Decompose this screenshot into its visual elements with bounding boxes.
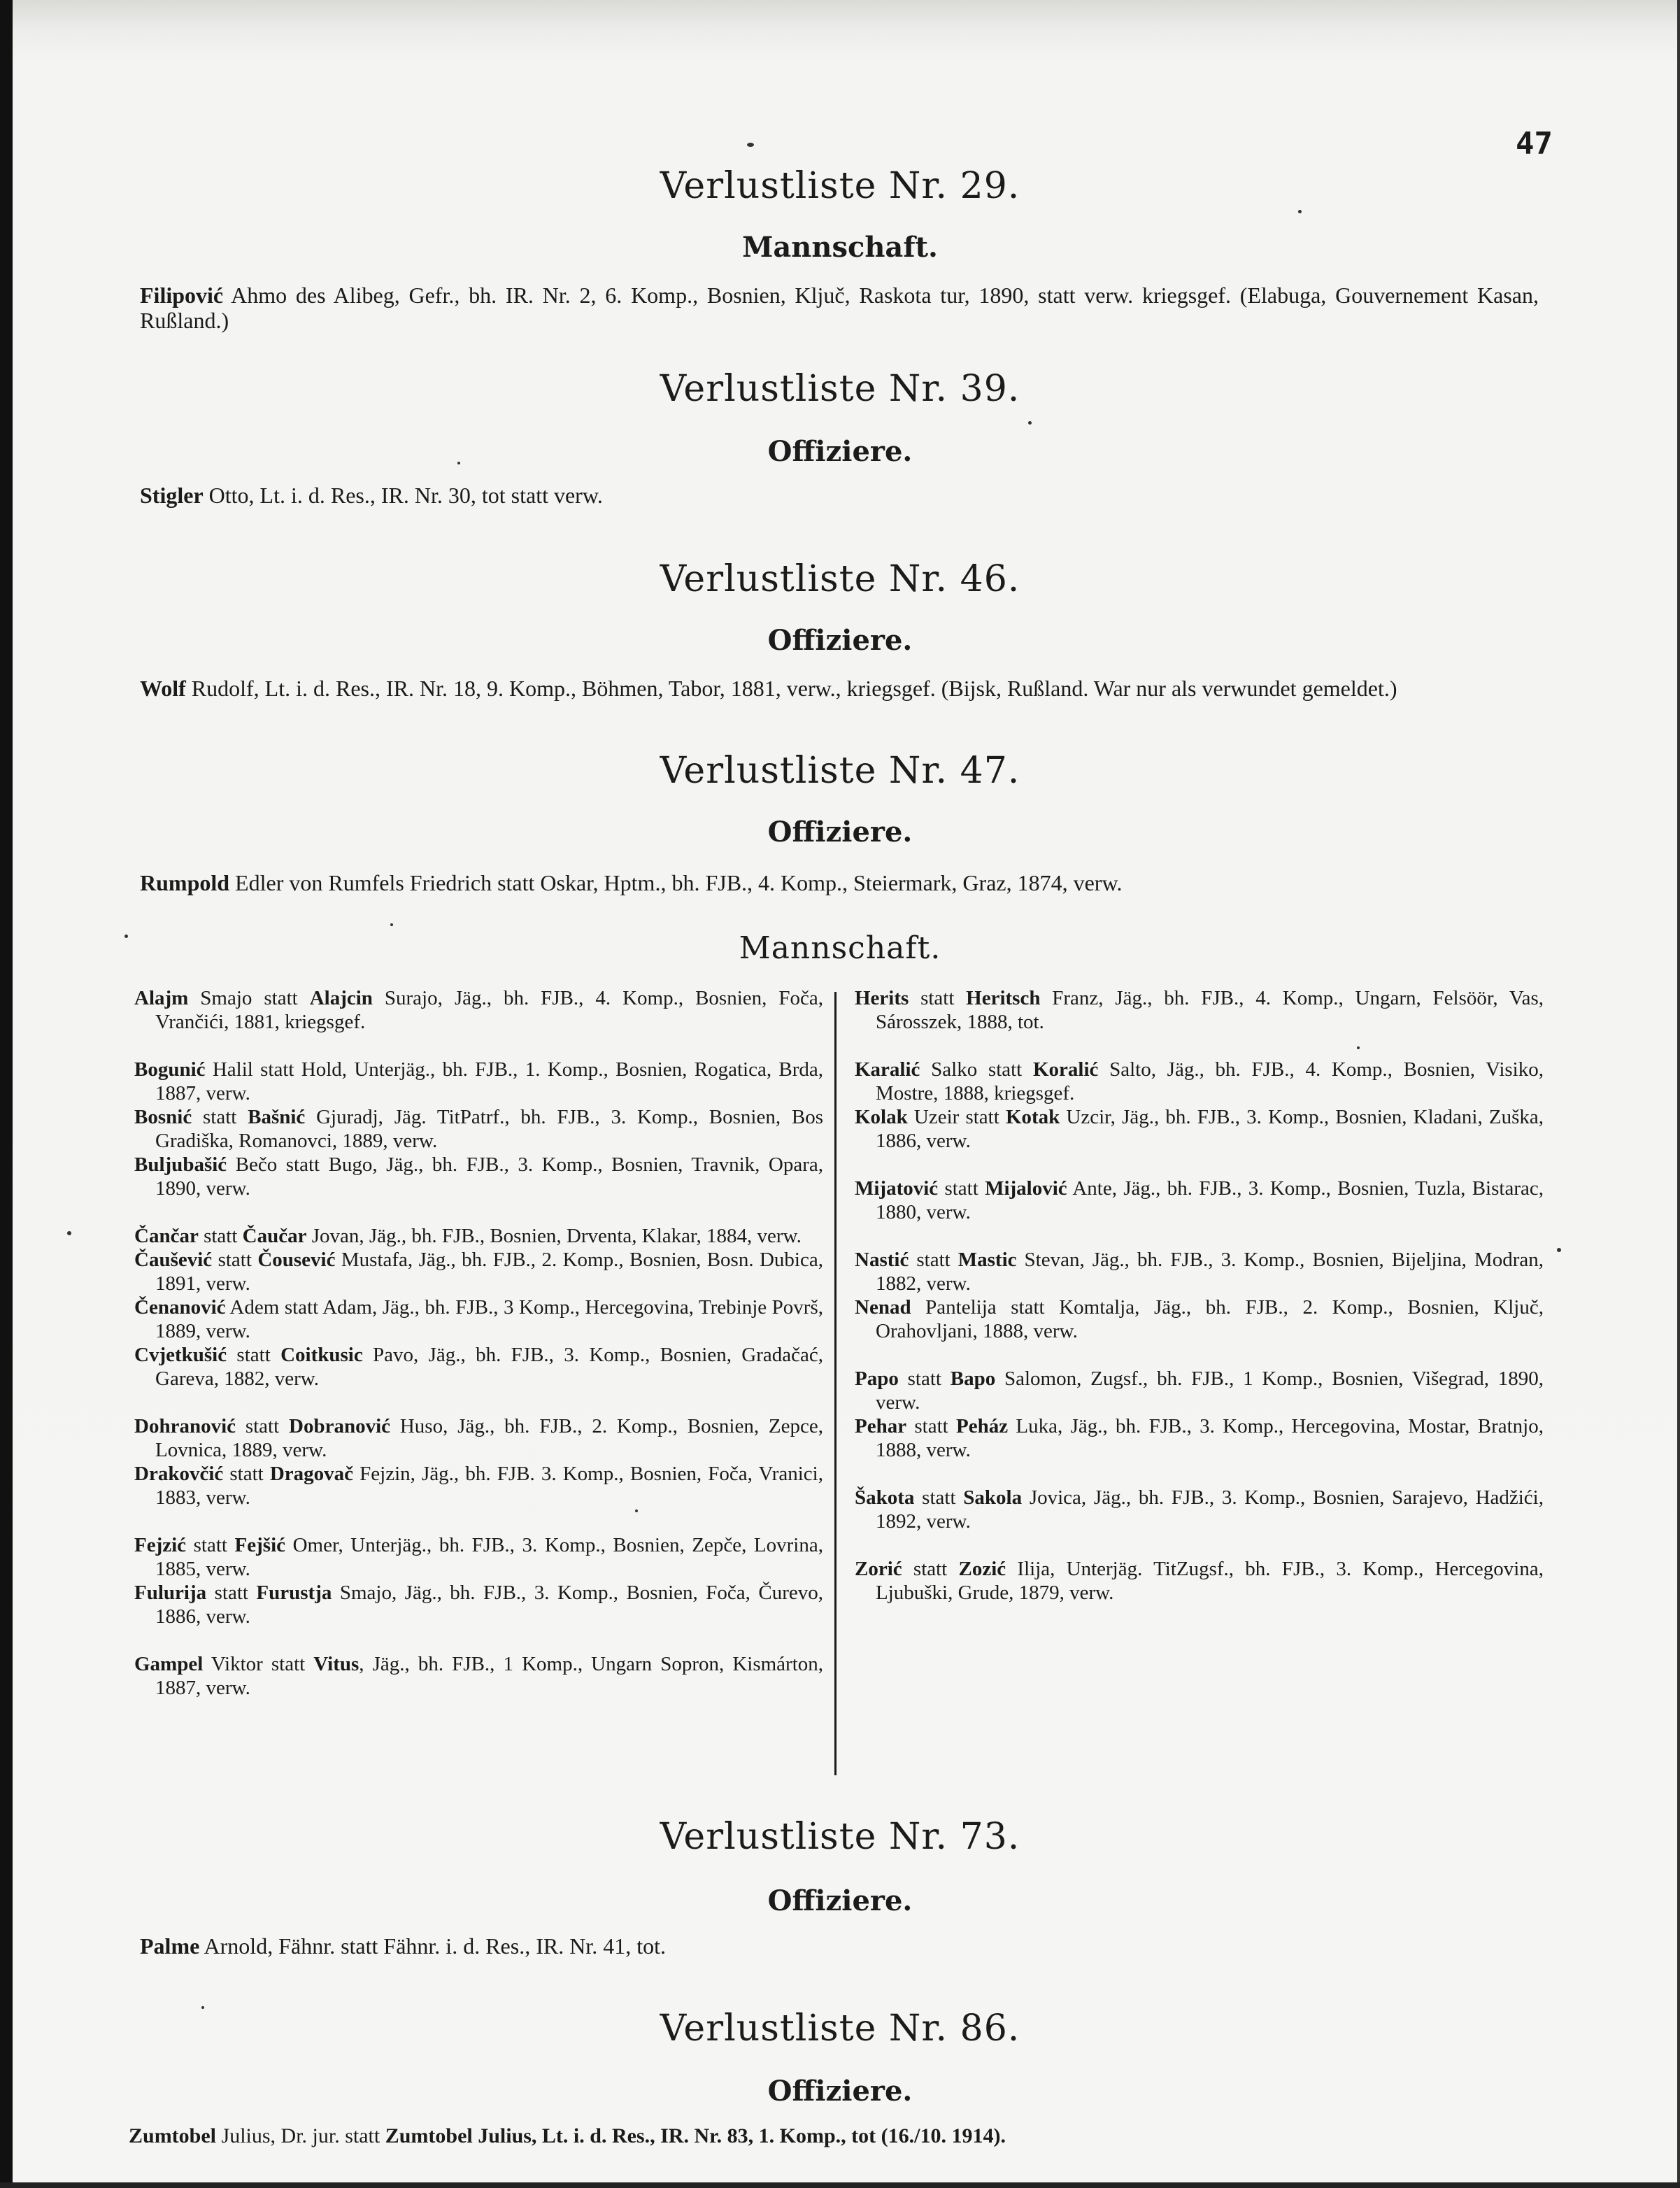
entry-text-rest: Surajo, Jäg., bh. FJB., 4. Komp., Bosnien, Foča, Vrančići, 1881, kriegsgef. (155, 987, 823, 1033)
list-item (134, 1581, 823, 1628)
entry-name: Fejzić (134, 1534, 187, 1556)
list-item (855, 1414, 1544, 1462)
right-column (855, 986, 1544, 1605)
entry-name: Čenanović (134, 1296, 226, 1319)
entry-name: Pehar (855, 1415, 907, 1437)
entry-name-corrected: Zozić (958, 1558, 1006, 1580)
entry-name-corrected: Dragovač (269, 1463, 354, 1485)
list-item (855, 1058, 1544, 1105)
entry-rumpold (140, 870, 1539, 895)
entry-text-rest: Jovan, Jäg., bh. FJB., Bosnien, Drventa, Klakar, 1884, verw. (306, 1225, 802, 1247)
entry-text: Arnold, Fähnr. statt Fähnr. i. d. Res., IR. Nr. 41, tot. (199, 1933, 666, 1959)
entry-text: Smajo statt (188, 987, 310, 1009)
list-item (134, 1343, 823, 1391)
entry-text: Edler von Rumfels Friedrich statt Oskar, Hptm., bh. FJB., 4. Komp., Steiermark, Graz, 1874, verw. (229, 870, 1123, 895)
entry-name: Gampel (134, 1653, 204, 1675)
entry-name: Wolf (140, 676, 186, 701)
entry-name: Drakovčić (134, 1463, 224, 1485)
list-item (134, 986, 823, 1034)
entry-text: statt (206, 1582, 257, 1604)
section-subtitle-86: Offiziere. (767, 2075, 913, 2108)
section-subtitle-46: Offiziere. (767, 624, 913, 657)
list-item (855, 986, 1544, 1034)
entry-name: Kolak (855, 1106, 908, 1128)
entry-name: Mijatović (855, 1177, 939, 1200)
entry-name-corrected: Mijalović (985, 1177, 1067, 1200)
entry-palme (140, 1933, 1539, 1959)
entry-text: statt (902, 1558, 959, 1580)
entry-name: Bosnić (134, 1106, 192, 1128)
entry-text: Adem statt Adam, Jäg., bh. FJB., 3 Komp., Hercegovina, Trebinje Površ, 1889, verw. (155, 1296, 823, 1342)
entry-text-rest: Salto, Jäg., bh. FJB., 4. Komp., Bosnien, Visiko, Mostre, 1888, kriegsgef. (876, 1058, 1544, 1104)
entry-name-corrected: Mastic (958, 1249, 1017, 1271)
entry-text-rest: Smajo, Jäg., bh. FJB., 3. Komp., Bosnien, Foča, Čurevo, 1886, verw. (155, 1582, 823, 1628)
entry-name: Buljubašić (134, 1153, 227, 1176)
entry-text-rest: Luka, Jäg., bh. FJB., 3. Komp., Hercegovina, Mostar, Bratnjo, 1888, verw. (876, 1415, 1544, 1461)
entry-name: Nastić (855, 1249, 909, 1271)
list-item (134, 1105, 823, 1153)
entry-text: Salko statt (920, 1058, 1033, 1081)
entry-text: Uzeir statt (907, 1106, 1006, 1128)
list-item (855, 1105, 1544, 1153)
entry-name-corrected: Alajcin (309, 987, 373, 1009)
list-item (134, 1462, 823, 1509)
section-subtitle-47: Offiziere. (767, 816, 913, 848)
section-subtitle-39: Offiziere. (767, 435, 913, 468)
entry-name: Stigler (140, 483, 204, 508)
column-divider (834, 992, 837, 1775)
list-item (855, 1295, 1544, 1343)
entry-text-rest: Uzcir, Jäg., bh. FJB., 3. Komp., Bosnien, Kladani, Zuška, 1886, verw. (876, 1106, 1544, 1152)
entry-name-corrected: Bašnić (248, 1106, 306, 1128)
entry-text-rest: Omer, Unterjäg., bh. FJB., 3. Komp., Bosnien, Zepče, Lovrina, 1885, verw. (155, 1534, 823, 1580)
entry-text: statt (898, 1368, 951, 1390)
entry-name: Bogunić (134, 1058, 206, 1081)
entry-text-rest: Huso, Jäg., bh. FJB., 2. Komp., Bosnien, Zepce, Lovnica, 1889, verw. (155, 1415, 823, 1461)
entry-text-rest: Pavo, Jäg., bh. FJB., 3. Komp., Bosnien, Gradačać, Gareva, 1882, verw. (155, 1344, 823, 1390)
entry-name: Čančar (134, 1225, 199, 1247)
entry-name: Alajm (134, 987, 189, 1009)
entry-name: Herits (855, 987, 909, 1009)
entry-name: Fulurija (134, 1582, 207, 1604)
list-item (855, 1248, 1544, 1295)
list-item (134, 1533, 823, 1581)
entry-name-corrected: Heritsch (966, 987, 1041, 1009)
entry-name-corrected: Coitkusic (280, 1344, 363, 1366)
entry-text: statt (914, 1486, 964, 1509)
entry-text-rest: Salomon, Zugsf., bh. FJB., 1 Komp., Bosnien, Višegrad, 1890, verw. (876, 1368, 1544, 1414)
entry-name: Cvjetkušić (134, 1344, 227, 1366)
entry-text: Rudolf, Lt. i. d. Res., IR. Nr. 18, 9. Komp., Böhmen, Tabor, 1881, verw., kriegsgef. (Bijsk, Rußland. War nur als verwundet gemeldet.) (185, 676, 1397, 701)
scan-edge-right (1677, 0, 1680, 2188)
entry-name-corrected: Kotak (1005, 1106, 1060, 1128)
section-title-73: Verlustliste Nr. 73. (660, 1816, 1020, 1858)
section-title-39: Verlustliste Nr. 39. (660, 368, 1020, 410)
entry-text: statt (227, 1344, 281, 1366)
section-subtitle-47-mannschaft: Mannschaft. (739, 930, 941, 966)
entry-text-rest: Mustafa, Jäg., bh. FJB., 2. Komp., Bosnien, Bosn. Dubica, 1891, verw. (155, 1249, 823, 1295)
entry-text: statt (236, 1415, 290, 1437)
scan-edge-bottom (0, 2182, 1680, 2188)
left-column (134, 986, 823, 1700)
entry-name: Rumpold (140, 870, 230, 895)
entry-name: Dohranović (134, 1415, 236, 1437)
entry-text: statt (938, 1177, 985, 1200)
list-item (134, 1295, 823, 1343)
entry-name: Palme (140, 1933, 200, 1959)
entry-text: statt (192, 1106, 248, 1128)
entry-name: Filipović (140, 283, 224, 308)
entry-text: statt (909, 1249, 958, 1271)
entry-name-corrected: Dobranović (289, 1415, 391, 1437)
entry-name-corrected: Čousević (257, 1249, 336, 1271)
list-item (134, 1224, 823, 1248)
entry-name-corrected: Koralić (1032, 1058, 1099, 1081)
entry-name: Zorić (855, 1558, 902, 1580)
section-subtitle-29: Mannschaft. (742, 231, 938, 264)
entry-text: statt (223, 1463, 270, 1485)
entry-text-rest: Jovica, Jäg., bh. FJB., 3. Komp., Bosnien, Sarajevo, Hadžići, 1892, verw. (876, 1486, 1544, 1533)
entry-name: Nenad (855, 1296, 911, 1319)
entry-name: Čaušević (134, 1249, 213, 1271)
list-item (855, 1557, 1544, 1605)
entry-name-corrected: Vitus (313, 1653, 360, 1675)
entry-text: Pantelija statt Komtalja, Jäg., bh. FJB., 2. Komp., Bosnien, Ključ, Orahovljani, 1888, verw. (876, 1296, 1544, 1342)
entry-text: Otto, Lt. i. d. Res., IR. Nr. 30, tot statt verw. (203, 483, 603, 508)
entry-text-rest: Fejzin, Jäg., bh. FJB. 3. Komp., Bosnien, Foča, Vranici, 1883, verw. (155, 1463, 823, 1509)
list-item (134, 1153, 823, 1200)
entry-name-corrected: Peház (956, 1415, 1009, 1437)
scan-edge-left (0, 0, 13, 2188)
entry-name-corrected: Sakola (963, 1486, 1023, 1509)
entry-text: statt (909, 987, 967, 1009)
entry-text: statt (212, 1249, 258, 1271)
entry-wolf (140, 676, 1539, 701)
entry-text: Viktor statt (203, 1653, 314, 1675)
entry-text: statt (198, 1225, 243, 1247)
section-subtitle-73: Offiziere. (767, 1884, 913, 1917)
entry-text-rest: Franz, Jäg., bh. FJB., 4. Komp., Ungarn, Felsöör, Vas, Sárosszek, 1888, tot. (876, 987, 1544, 1033)
entry-name-corrected: Furustja (256, 1582, 332, 1604)
section-title-86: Verlustliste Nr. 86. (660, 2008, 1020, 2050)
entry-text-rest: Ante, Jäg., bh. FJB., 3. Komp., Bosnien, Tuzla, Bistarac, 1880, verw. (876, 1177, 1544, 1223)
section-title-46: Verlustliste Nr. 46. (660, 558, 1020, 600)
entry-text: Halil statt Hold, Unterjäg., bh. FJB., 1. Komp., Bosnien, Rogatica, Brda, 1887, verw. (155, 1058, 823, 1104)
entry-name-corrected: Zumtobel Julius, Lt. i. d. Res., IR. Nr. 83, 1. Komp., tot (16./10. 1914). (385, 2124, 1006, 2147)
list-item (855, 1486, 1544, 1533)
entry-name-corrected: Čaučar (242, 1225, 307, 1247)
entry-name: Papo (855, 1368, 899, 1390)
section-title-29: Verlustliste Nr. 29. (660, 165, 1020, 207)
list-item (134, 1248, 823, 1295)
entry-text-rest: Ilija, Unterjäg. TitZugsf., bh. FJB., 3. Komp., Hercegovina, Ljubuški, Grude, 1879, verw. (876, 1558, 1544, 1604)
entry-text-rest: Gjuradj, Jäg. TitPatrf., bh. FJB., 3. Komp., Bosnien, Bos Gradiška, Romanovci, 1889, verw. (155, 1106, 823, 1152)
list-item (134, 1652, 823, 1700)
entry-stigler (140, 483, 1539, 508)
page-number: 47 (1516, 126, 1553, 162)
entry-text: Ahmo des Alibeg, Gefr., bh. IR. Nr. 2, 6. Komp., Bosnien, Ključ, Raskota tur, 1890, statt verw. kriegsgef. (Elabuga, Gouvernement Kasan, Rußland.) (140, 283, 1539, 333)
entry-filipovic (140, 283, 1539, 333)
list-item (134, 1414, 823, 1462)
entry-text: Bečo statt Bugo, Jäg., bh. FJB., 3. Komp., Bosnien, Travnik, Opara, 1890, verw. (155, 1153, 823, 1200)
entry-name: Šakota (855, 1486, 915, 1509)
list-item (134, 1058, 823, 1105)
entry-name-corrected: Fejšić (234, 1534, 286, 1556)
entry-name: Karalić (855, 1058, 920, 1081)
entry-text: Julius, Dr. jur. statt (216, 2124, 385, 2147)
list-item (855, 1367, 1544, 1414)
section-title-47: Verlustliste Nr. 47. (660, 750, 1020, 792)
entry-text-rest: Stevan, Jäg., bh. FJB., 3. Komp., Bosnien, Bijeljina, Modran, 1882, verw. (876, 1249, 1544, 1295)
entry-zumtobel (129, 2124, 1549, 2149)
entry-text: statt (186, 1534, 235, 1556)
entry-name: Zumtobel (129, 2124, 217, 2147)
entry-text-rest: , Jäg., bh. FJB., 1 Komp., Ungarn Sopron, Kismárton, 1887, verw. (155, 1653, 823, 1699)
entry-name-corrected: Bapo (950, 1368, 996, 1390)
list-item (855, 1177, 1544, 1224)
entry-text: statt (906, 1415, 957, 1437)
